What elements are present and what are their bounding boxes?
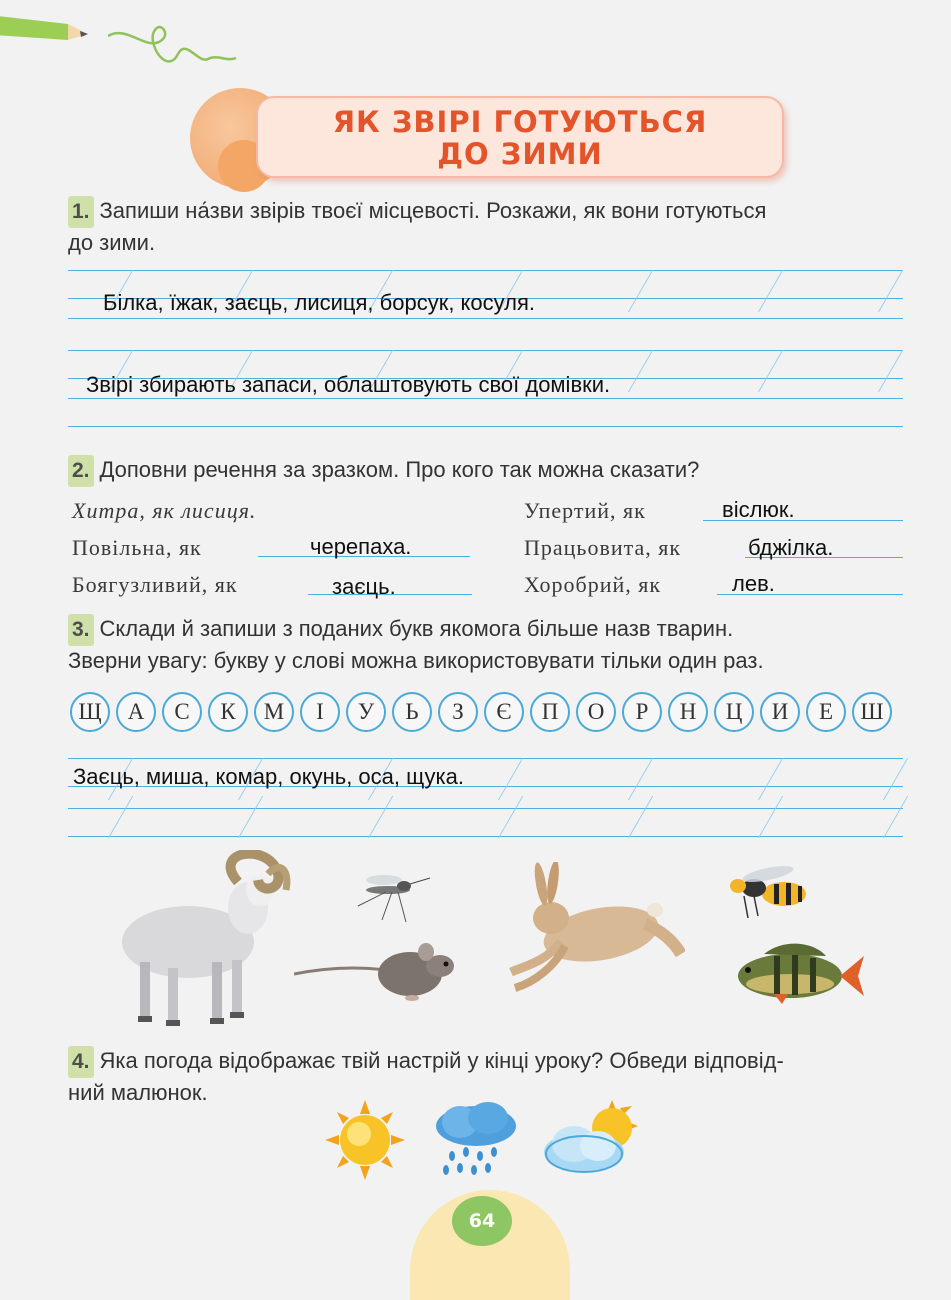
letter-circle: Щ (70, 692, 110, 732)
letter-circle: Е (806, 692, 846, 732)
letter-circle: О (576, 692, 616, 732)
task-1-line-1: Запиши на́зви звірів твоєї місцевості. Розкажи, як вони готуються (99, 198, 767, 223)
task-3-answer[interactable]: Заєць, миша, комар, окунь, оса, щука. (73, 764, 464, 789)
letter-circle: К (208, 692, 248, 732)
task-3-text (68, 614, 903, 676)
task-2-phrase-1: Повільна, як (72, 535, 202, 560)
letter-circle: Р (622, 692, 662, 732)
letter-circle: Є (484, 692, 524, 732)
task-2-text (68, 455, 903, 487)
title-line-2: ДО ЗИМИ (437, 137, 603, 171)
letter-circle: З (438, 692, 478, 732)
letter-circle: А (116, 692, 156, 732)
task-2-phrase-3: Упертий, як (524, 498, 646, 523)
letter-circle: П (530, 692, 570, 732)
rain-cloud-icon[interactable] (430, 1100, 520, 1180)
ram-icon (110, 850, 295, 1028)
task-2-example: Хитра, як лисиця. (72, 498, 257, 523)
letter-circle: С (162, 692, 202, 732)
mouse-icon (294, 940, 456, 1006)
cloud-with-sun-icon[interactable] (540, 1100, 640, 1180)
page-title (256, 96, 784, 178)
task-4-line-1: Яка погода відображає твій настрій у кінці уроку? Обведи відповід- (99, 1048, 784, 1073)
task-1-number: 1. (68, 196, 94, 228)
sun-icon[interactable] (325, 1100, 405, 1180)
letter-circle: Ш (852, 692, 892, 732)
mosquito-icon (348, 862, 432, 924)
pencil-icon (0, 6, 120, 46)
task-1-line-2: до зими. (68, 230, 156, 255)
task-2-answer-2[interactable]: заєць. (332, 574, 396, 599)
letter-circles (70, 692, 910, 734)
task-2-answer-3[interactable]: віслюк. (722, 497, 795, 522)
task-2-phrase-5: Хоробрий, як (524, 572, 662, 597)
task-1-answer-1[interactable]: Білка, їжак, заєць, лисиця, борсук, косуля. (103, 290, 536, 315)
letter-circle: Н (668, 692, 708, 732)
task-3-line-1: Склади й запиши з поданих букв якомога більше назв тварин. (99, 616, 734, 641)
task-2-number: 2. (68, 455, 94, 487)
task-2-answer-5[interactable]: лев. (732, 571, 775, 596)
task-2-answer-4[interactable]: бджілка. (748, 535, 834, 560)
task-3-number: 3. (68, 614, 94, 646)
task-4-text (68, 1046, 903, 1108)
hare-icon (505, 862, 685, 1002)
task-2-answer-1[interactable]: черепаха. (310, 534, 412, 559)
perch-fish-icon (734, 938, 864, 1006)
page-number: 64 (452, 1196, 512, 1246)
task-4-line-2: ний малюнок. (68, 1080, 208, 1105)
task-2-phrase-2: Боягузливий, як (72, 572, 238, 597)
wasp-icon (714, 862, 812, 920)
task-3-line-2: Зверни увагу: букву у слові можна використовувати тільки один раз. (68, 648, 764, 673)
task-1-answer-2[interactable]: Звірі збирають запаси, облаштовують свої домівки. (86, 372, 611, 397)
task-2-phrase-4: Працьовита, як (524, 535, 682, 560)
task-2-line: Доповни речення за зразком. Про кого так можна сказати? (99, 457, 700, 482)
task-1-text (68, 196, 903, 258)
letter-circle: М (254, 692, 294, 732)
task-4-number: 4. (68, 1046, 94, 1078)
title-line-1: ЯК ЗВІРІ ГОТУЮТЬСЯ (332, 105, 708, 139)
swirl-decoration (108, 14, 238, 84)
letter-circle: Ц (714, 692, 754, 732)
letter-circle: Ь (392, 692, 432, 732)
letter-circle: І (300, 692, 340, 732)
letter-circle: И (760, 692, 800, 732)
letter-circle: У (346, 692, 386, 732)
